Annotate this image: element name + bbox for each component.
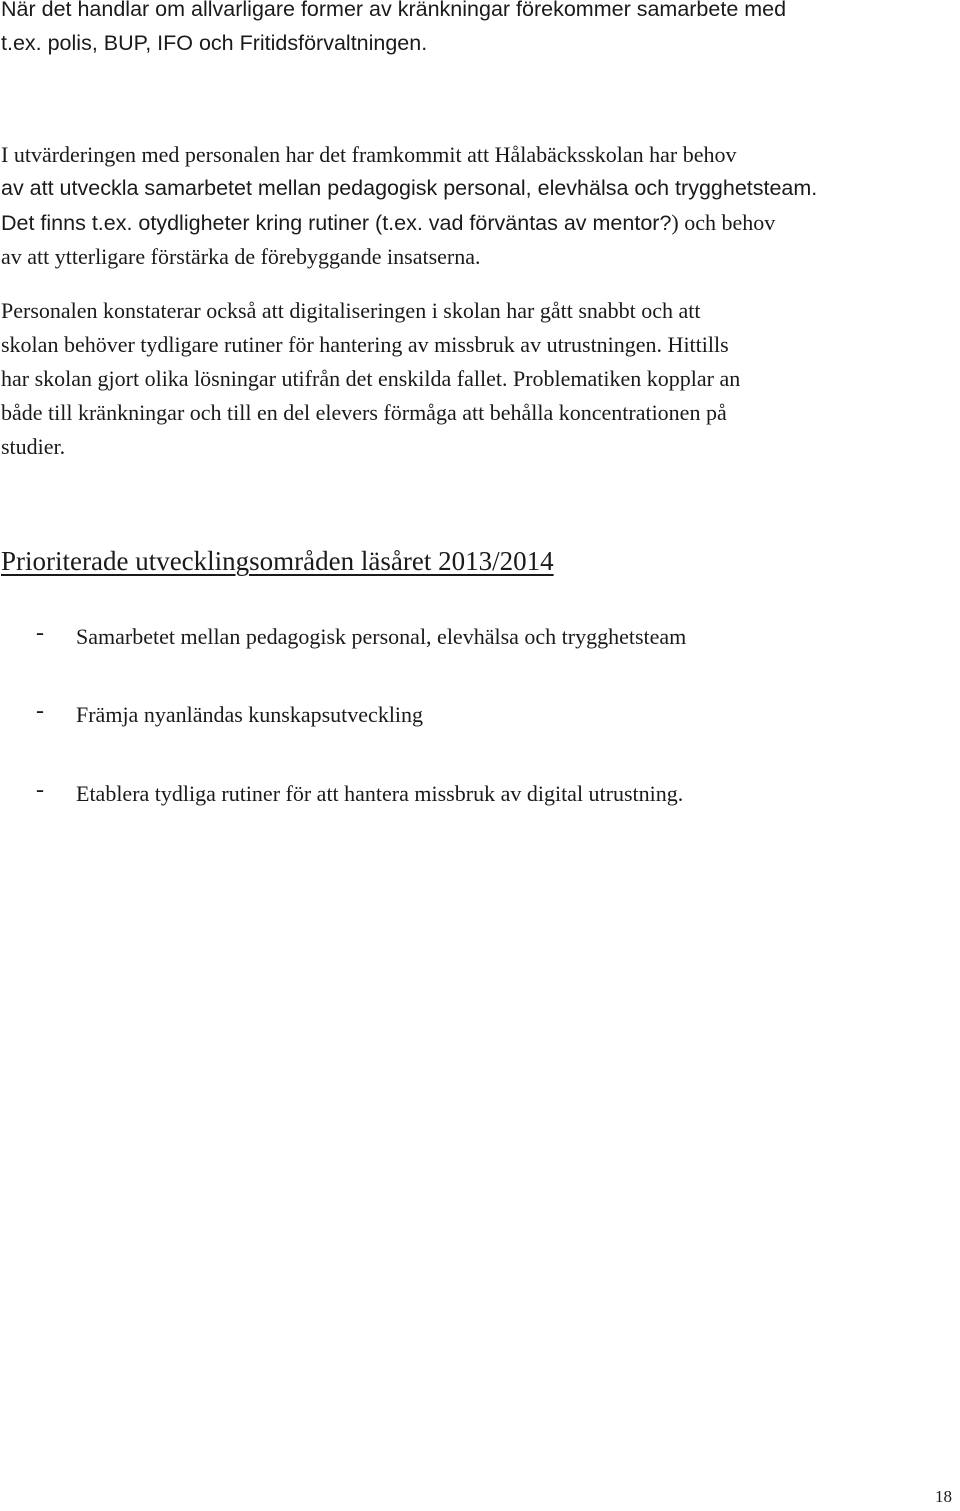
paragraph-3-line-5: studier. bbox=[1, 434, 66, 459]
paragraph-3-line-2: skolan behöver tydligare rutiner för hantering av missbruk av utrustningen. Hittills bbox=[1, 332, 729, 357]
paragraph-2-line-4: av att ytterligare förstärka de förebyggande insatserna. bbox=[1, 244, 481, 269]
list-item-marker: - bbox=[36, 777, 44, 803]
list-item-marker: - bbox=[36, 698, 44, 724]
list-item-text: Främja nyanländas kunskapsutveckling bbox=[76, 702, 424, 727]
paragraph-1-line-1: När det handlar om allvarligare former av kränkningar förekommer samarbete med bbox=[1, 0, 787, 21]
paragraph-2-line-1: I utvärderingen med personalen har det framkommit att Hålabäcksskolan har behov bbox=[1, 142, 737, 167]
paragraph-3-line-3: har skolan gjort olika lösningar utifrån det enskilda fallet. Problematiken kopplar an bbox=[1, 366, 741, 391]
paragraph-2-line-3 bbox=[1, 210, 775, 236]
paragraph-3-line-4: både till kränkningar och till en del elevers förmåga att behålla koncentrationen på bbox=[1, 400, 727, 425]
list-item-text: Samarbetet mellan pedagogisk personal, elevhälsa och trygghetsteam bbox=[76, 624, 687, 649]
section-heading: Prioriterade utvecklingsområden läsåret 2013/2014 bbox=[1, 546, 554, 576]
paragraph-2-line-3-sans: Det finns t.ex. otydligheter kring rutiner (t.ex. vad förväntas av mentor? bbox=[1, 211, 672, 235]
list-item-text: Etablera tydliga rutiner för att hantera missbruk av digital utrustning. bbox=[76, 781, 684, 806]
list-item-marker: - bbox=[36, 620, 44, 646]
paragraph-2-line-3-serif: ) och behov bbox=[671, 210, 776, 235]
paragraph-3-line-1: Personalen konstaterar också att digitaliseringen i skolan har gått snabbt och att bbox=[1, 298, 701, 323]
paragraph-2-line-2: av att utveckla samarbetet mellan pedagogisk personal, elevhälsa och trygghetsteam. bbox=[1, 176, 818, 200]
page-number: 18 bbox=[935, 1487, 952, 1506]
paragraph-1-line-2: t.ex. polis, BUP, IFO och Fritidsförvaltningen. bbox=[1, 31, 428, 55]
